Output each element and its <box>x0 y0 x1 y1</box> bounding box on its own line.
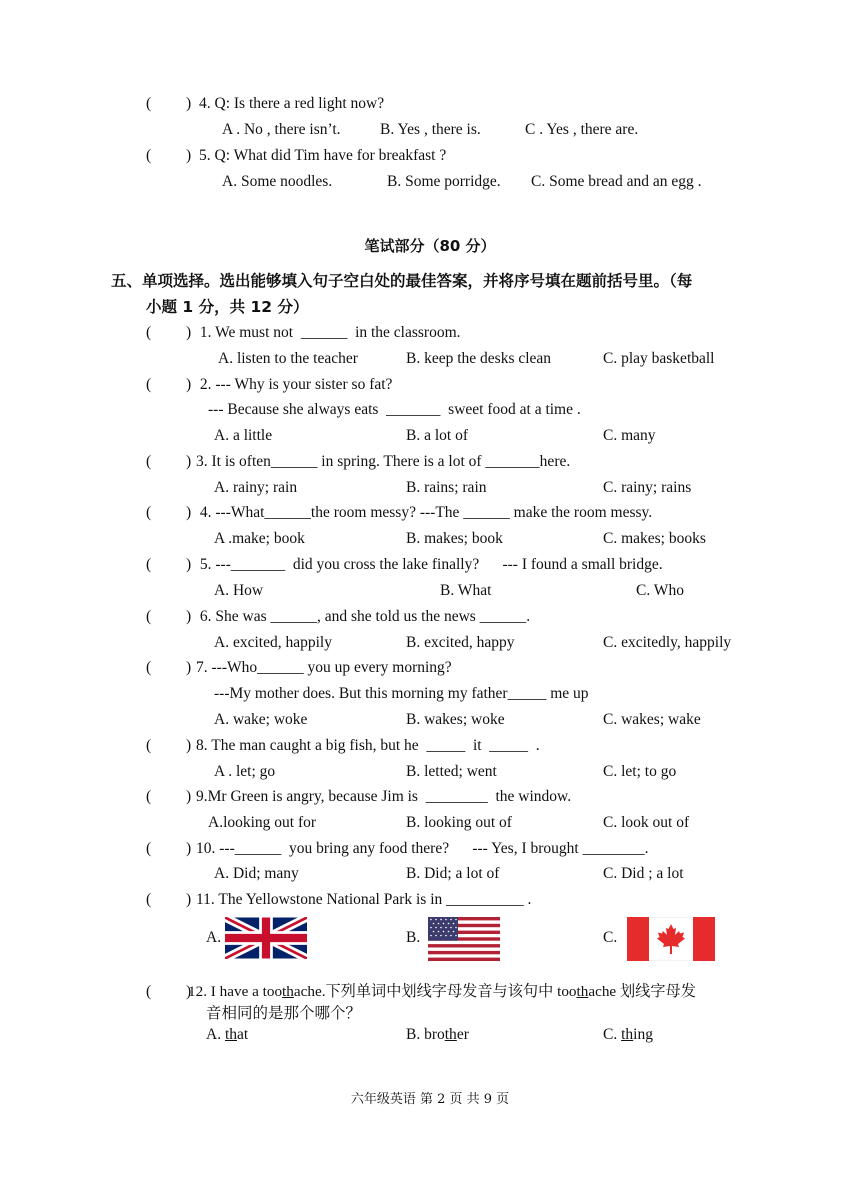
option-a: A . No , there isn’t. <box>222 121 341 138</box>
option-b: B. excited, happy <box>406 634 515 651</box>
option-c: C . Yes , there are. <box>525 121 639 138</box>
answer-bracket[interactable]: ( ) <box>146 891 192 908</box>
question-stem: 4. Q: Is there a red light now? <box>199 95 385 112</box>
question-stem-line2: --- Because she always eats _______ sweet food at a time . <box>208 401 581 418</box>
option-part: B. bro <box>406 1026 445 1043</box>
question-stem: 10. ---______ you bring any food there? --- Yes, I brought ________. <box>196 840 649 857</box>
option-a <box>206 1025 248 1045</box>
option-c: C. rainy; rains <box>603 479 692 496</box>
option-c: C. <box>603 929 618 946</box>
option-b: B. makes; book <box>406 530 503 547</box>
answer-bracket[interactable]: ( ) <box>146 659 192 676</box>
option-c: C. excitedly, happily <box>603 634 732 651</box>
option-c: C. play basketball <box>603 350 715 367</box>
option-b: B. letted; went <box>406 763 497 780</box>
stem-part: ache.下列单词中划线字母发音与该句中 too <box>293 983 577 1000</box>
answer-bracket[interactable]: ( ) <box>146 608 192 625</box>
stem-part: ache 划线字母发 <box>588 983 696 1000</box>
question-stem: 1. We must not ______ in the classroom. <box>196 324 461 341</box>
option-c: C. let; to go <box>603 763 677 780</box>
underlined-letters: th <box>576 983 589 1000</box>
option-b: B. looking out of <box>406 814 512 831</box>
option-a: A.looking out for <box>208 814 317 831</box>
answer-bracket[interactable]: ( ) <box>146 95 192 112</box>
option-part: at <box>237 1026 249 1043</box>
option-part: er <box>456 1026 469 1043</box>
option-c: C. Who <box>636 582 684 599</box>
option-b: B. rains; rain <box>406 479 487 496</box>
option-part: ing <box>633 1026 653 1043</box>
canada-flag-icon <box>627 917 715 961</box>
question-stem: 6. She was ______, and she told us the news ______. <box>196 608 531 625</box>
section-heading-cont: 小题 1 分，共 12 分） <box>146 298 309 316</box>
answer-bracket[interactable]: ( ) <box>146 556 192 573</box>
answer-bracket[interactable]: ( ) <box>146 840 192 857</box>
option-b: B. keep the desks clean <box>406 350 552 367</box>
option-c: C. wakes; wake <box>603 711 701 728</box>
option-c: C. Some bread and an egg . <box>531 173 702 190</box>
option-b: B. Some porridge. <box>387 173 501 190</box>
option-part: C. <box>603 1026 622 1043</box>
option-a: A. a little <box>214 427 273 444</box>
question-stem: 4. ---What______the room messy? ---The ______ make the room messy. <box>196 504 653 521</box>
question-stem: 5. ---_______ did you cross the lake finally? --- I found a small bridge. <box>196 556 663 573</box>
question-stem <box>188 982 696 1002</box>
answer-bracket[interactable]: ( ) <box>146 147 192 164</box>
option-a: A. Did; many <box>214 865 299 882</box>
answer-bracket[interactable]: ( ) <box>146 453 192 470</box>
question-stem: 9.Mr Green is angry, because Jim is ________ the window. <box>196 788 572 805</box>
option-c: C. look out of <box>603 814 690 831</box>
answer-bracket[interactable]: ( ) <box>146 376 192 393</box>
option-a: A. <box>206 929 222 946</box>
option-a: A. listen to the teacher <box>218 350 358 367</box>
question-stem: 2. --- Why is your sister so fat? <box>196 376 393 393</box>
option-b: B. What <box>440 582 492 599</box>
option-c: C. many <box>603 427 656 444</box>
question-stem: 7. ---Who______ you up every morning? <box>196 659 452 676</box>
underlined-letters: th <box>444 1026 457 1043</box>
answer-bracket[interactable]: ( ) <box>146 504 192 521</box>
underlined-letters: th <box>621 1026 634 1043</box>
option-b: B. Yes , there is. <box>380 121 481 138</box>
option-b: B. Did; a lot of <box>406 865 500 882</box>
question-stem: 8. The man caught a big fish, but he _____ it _____ . <box>196 737 540 754</box>
option-a: A. How <box>214 582 264 599</box>
section-title: 笔试部分（80 分） <box>364 237 496 255</box>
option-a: A . let; go <box>214 763 276 780</box>
option-a: A. rainy; rain <box>214 479 298 496</box>
answer-bracket[interactable]: ( ) <box>146 983 192 1000</box>
question-stem: 3. It is often______ in spring. There is a lot of _______here. <box>196 453 571 470</box>
question-stem: 5. Q: What did Tim have for breakfast ? <box>199 147 447 164</box>
question-stem: 11. The Yellowstone National Park is in __________ . <box>196 891 532 908</box>
option-b: B. a lot of <box>406 427 468 444</box>
option-a: A. excited, happily <box>214 634 332 651</box>
underlined-letters: th <box>282 983 294 1000</box>
underlined-letters: th <box>224 1026 238 1043</box>
uk-flag-icon <box>225 917 307 959</box>
answer-bracket[interactable]: ( ) <box>146 324 192 341</box>
option-b: B. <box>406 929 421 946</box>
answer-bracket[interactable]: ( ) <box>146 788 192 805</box>
option-a: A .make; book <box>214 530 305 547</box>
option-a: A. Some noodles. <box>222 173 333 190</box>
option-b: B. wakes; woke <box>406 711 505 728</box>
option-c: C. Did ; a lot <box>603 865 684 882</box>
question-stem-line2: 音相同的是那个哪个？ <box>206 1005 362 1022</box>
answer-bracket[interactable]: ( ) <box>146 737 192 754</box>
option-a: A. wake; woke <box>214 711 308 728</box>
question-stem-line2: ---My mother does. But this morning my father_____ me up <box>214 685 589 702</box>
section-heading: 五、单项选择。选出能够填入句子空白处的最佳答案，并将序号填在题前括号里。（每 <box>111 272 693 290</box>
page-footer: 六年级英语 第 2 页 共 9 页 <box>350 1092 510 1107</box>
us-flag-icon <box>428 917 500 961</box>
option-part: A. <box>206 1026 225 1043</box>
option-c <box>603 1025 653 1045</box>
stem-part: 12. I have a too <box>188 983 283 1000</box>
option-c: C. makes; books <box>603 530 706 547</box>
option-b <box>406 1025 469 1045</box>
